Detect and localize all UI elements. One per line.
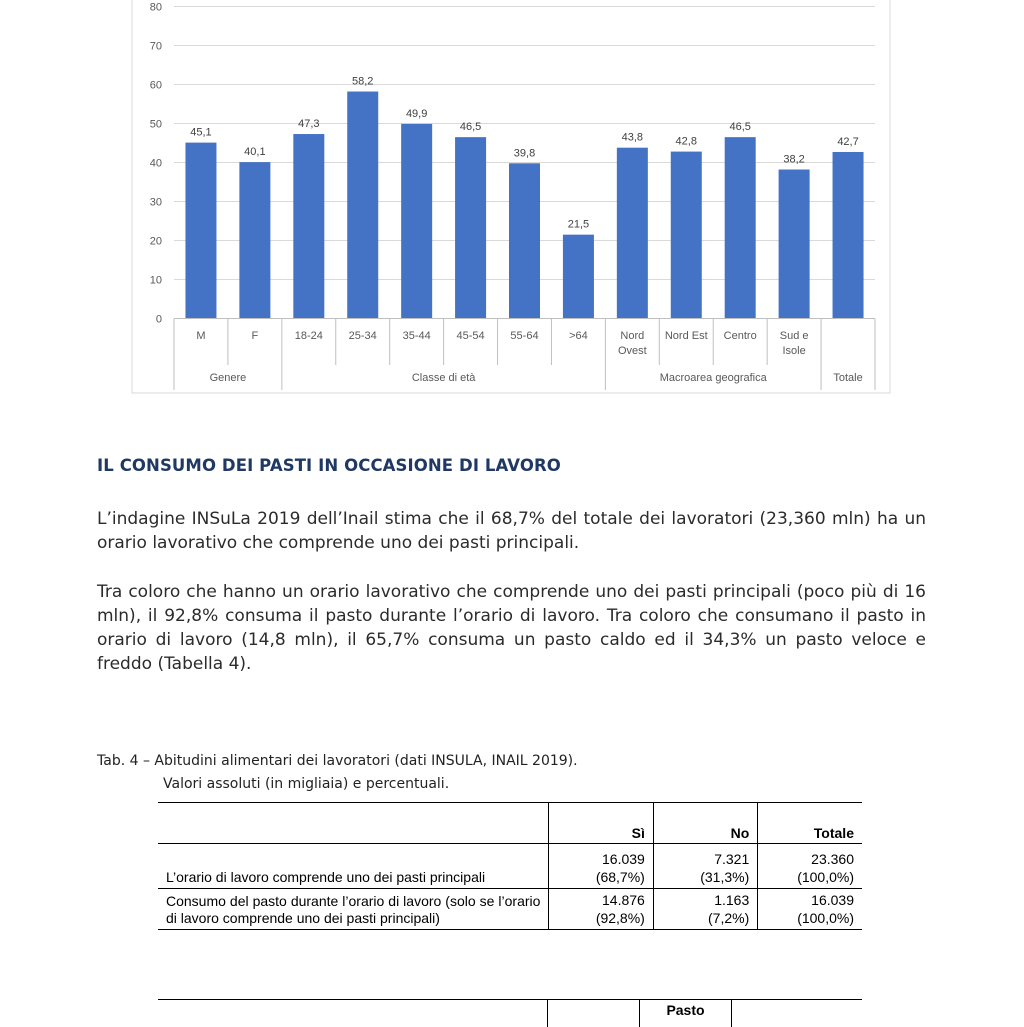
bar <box>617 148 648 319</box>
y-tick-label: 60 <box>150 80 162 92</box>
bar <box>563 235 594 319</box>
paragraph-1: L’indagine INSuLa 2019 dell’Inail stima che il 68,7% del totale dei lavoratori (23,360 mln) ha un orario lavorativo che comprende uno dei pasti principali. <box>97 507 926 555</box>
group-label: Totale <box>833 372 862 384</box>
y-tick-label: 40 <box>150 158 162 170</box>
y-tick-label: 10 <box>150 275 162 287</box>
bar-value-label: 58,2 <box>352 76 373 88</box>
header-empty-cell <box>732 1000 863 1027</box>
header-no: No <box>653 803 757 844</box>
category-label: Isole <box>782 345 805 357</box>
bar-value-label: 49,9 <box>406 108 427 120</box>
category-label: Centro <box>724 330 757 342</box>
category-label: 25-34 <box>349 330 377 342</box>
category-label: >64 <box>569 330 588 342</box>
group-label: Genere <box>210 372 247 384</box>
table-4-caption-subtitle: Valori assoluti (in migliaia) e percentuali. <box>163 776 449 792</box>
y-tick-label: 80 <box>150 2 162 14</box>
bar <box>455 137 486 318</box>
paragraph-2: Tra coloro che hanno un orario lavorativo che comprende uno dei pasti principali (poco più di 16 mln), il 92,8% consuma il pasto durante l’orario di lavoro. Tra coloro che consumano il pasto in orario di lavoro (14,8 mln), il 65,7% consuma un pasto caldo ed il 34,3% un pasto veloce e freddo (Tabella 4). <box>97 580 926 676</box>
category-label: 55-64 <box>510 330 538 342</box>
table-row <box>158 889 862 930</box>
bar-value-label: 46,5 <box>460 121 481 133</box>
table-4-caption: Tab. 4 – Abitudini alimentari dei lavoratori (dati INSULA, INAIL 2019). <box>97 753 578 769</box>
bar <box>509 163 540 318</box>
bar-value-label: 42,8 <box>676 136 697 148</box>
category-label: Nord <box>620 330 644 342</box>
cell-totale: 23.360 (100,0%) <box>758 844 862 889</box>
group-label: Classe di età <box>412 372 476 384</box>
category-label: 45-54 <box>457 330 485 342</box>
bar-chart <box>0 0 1024 400</box>
category-label: Nord Est <box>665 330 708 342</box>
bar-value-label: 43,8 <box>622 132 643 144</box>
bar <box>293 134 324 318</box>
bar <box>239 162 270 318</box>
bar <box>833 152 864 319</box>
header-pasto: Pasto <box>640 1000 732 1027</box>
cell-totale: 16.039 (100,0%) <box>758 889 862 930</box>
bar-value-label: 42,7 <box>837 136 858 148</box>
bar <box>347 92 378 319</box>
y-tick-label: 30 <box>150 197 162 209</box>
bar-value-label: 40,1 <box>244 146 265 158</box>
category-label: F <box>252 330 259 342</box>
table-5-partial <box>158 999 862 1027</box>
row-label: Consumo del pasto durante l’orario di lavoro (solo se l’orario di lavoro comprende uno dei pasti principali) <box>158 889 549 930</box>
bar <box>401 124 432 319</box>
table-header-row <box>158 1000 862 1027</box>
cell-si: 14.876 (92,8%) <box>549 889 653 930</box>
row-label: L’orario di lavoro comprende uno dei pasti principali <box>158 844 549 889</box>
cell-si: 16.039 (68,7%) <box>549 844 653 889</box>
section-heading: IL CONSUMO DEI PASTI IN OCCASIONE DI LAVORO <box>97 456 561 475</box>
cell-no: 7.321 (31,3%) <box>653 844 757 889</box>
category-label: Ovest <box>618 345 647 357</box>
header-empty-cell <box>158 1000 548 1027</box>
bar-value-label: 39,8 <box>514 147 535 159</box>
y-tick-label: 50 <box>150 119 162 131</box>
category-label: 35-44 <box>403 330 431 342</box>
y-tick-label: 20 <box>150 236 162 248</box>
y-tick-label: 70 <box>150 41 162 53</box>
bar-value-label: 38,2 <box>783 154 804 166</box>
group-label: Macroarea geografica <box>660 372 768 384</box>
header-empty-cell <box>548 1000 640 1027</box>
header-empty-cell <box>158 803 549 844</box>
bar-value-label: 47,3 <box>298 118 319 130</box>
bar-value-label: 21,5 <box>568 219 589 231</box>
category-label: M <box>196 330 205 342</box>
header-si: Sì <box>549 803 653 844</box>
bar <box>185 143 216 319</box>
y-tick-label: 0 <box>156 314 162 326</box>
table-4 <box>158 802 862 930</box>
y-axis-tick-labels <box>150 2 162 326</box>
category-label: 18-24 <box>295 330 323 342</box>
category-label: Sud e <box>780 330 809 342</box>
table-row <box>158 844 862 889</box>
bar-value-label: 46,5 <box>729 121 750 133</box>
header-totale: Totale <box>758 803 862 844</box>
bar <box>725 137 756 318</box>
bar <box>671 152 702 319</box>
table-header-row <box>158 803 862 844</box>
bar <box>779 170 810 319</box>
bar-value-label: 45,1 <box>190 127 211 139</box>
cell-no: 1.163 (7,2%) <box>653 889 757 930</box>
